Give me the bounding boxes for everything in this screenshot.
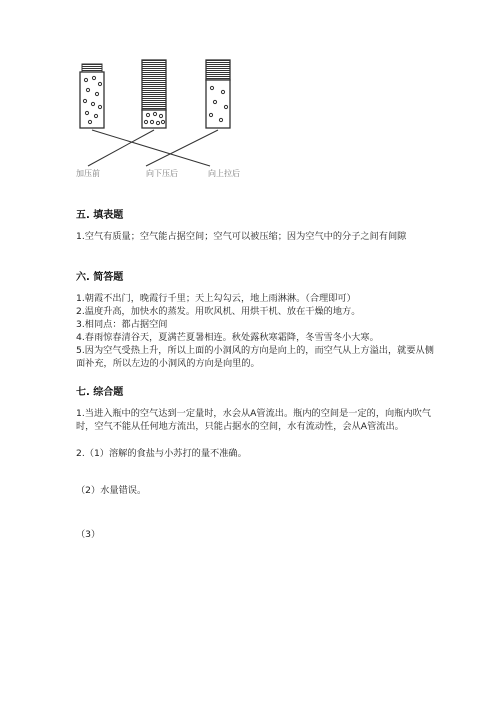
section-title-fill-table: 五. 填表题 [76, 210, 124, 221]
label-after-pressing: 向下压后 [146, 169, 178, 178]
label-after-pulling: 向上拉后 [208, 169, 240, 178]
section-title-short-answer: 六. 简答题 [76, 272, 124, 283]
label-before-pressing: 加压前 [76, 169, 100, 178]
answer-paragraph: 2.温度升高，加快水的蒸发。用吹风机、用烘干机、放在干燥的地方。 [76, 306, 361, 317]
cylinder-pressed [142, 60, 166, 128]
answer-paragraph: 1.朝霞不出门，晚霞行千里；天上勾勾云，地上雨淋淋。（合理即可） [76, 293, 356, 304]
cylinder-pulled [206, 60, 230, 128]
answer-paragraph: 3.相同点：都占据空间 [76, 319, 168, 330]
answer-paragraph: 2.（1）溶解的食盐与小苏打的量不准确。 [76, 448, 247, 459]
syringe-figure [60, 52, 300, 182]
syringe-diagram [60, 52, 300, 182]
answer-paragraph: （3） [76, 529, 101, 540]
answer-paragraph: （2）水量错误。 [76, 485, 147, 496]
matching-lines [88, 130, 218, 166]
section-title-comprehensive: 七. 综合题 [76, 387, 124, 398]
answer-paragraph: 1.当进入瓶中的空气达到一定量时，水会从A管流出。瓶内的空间是一定的，向瓶内吹气时，空气不能从任何地方流出，只能占据水的空间，水有流动性，会从A管流出。 [76, 408, 431, 433]
answer-paragraph: 1.空气有质量；空气能占据空间；空气可以被压缩；因为空气中的分子之间有间隙 [76, 231, 407, 242]
answer-paragraph: 5.因为空气受热上升，所以上面的小洞风的方向是向上的，而空气从上方溢出，就要从侧面补充，所以左边的小洞风的方向是向里的。 [76, 345, 434, 370]
answer-paragraph: 4.春雨惊春清谷天，夏满芒夏暑相连。秋处露秋寒霜降，冬雪雪冬小大寒。 [76, 332, 379, 343]
cylinder-before [80, 64, 104, 128]
